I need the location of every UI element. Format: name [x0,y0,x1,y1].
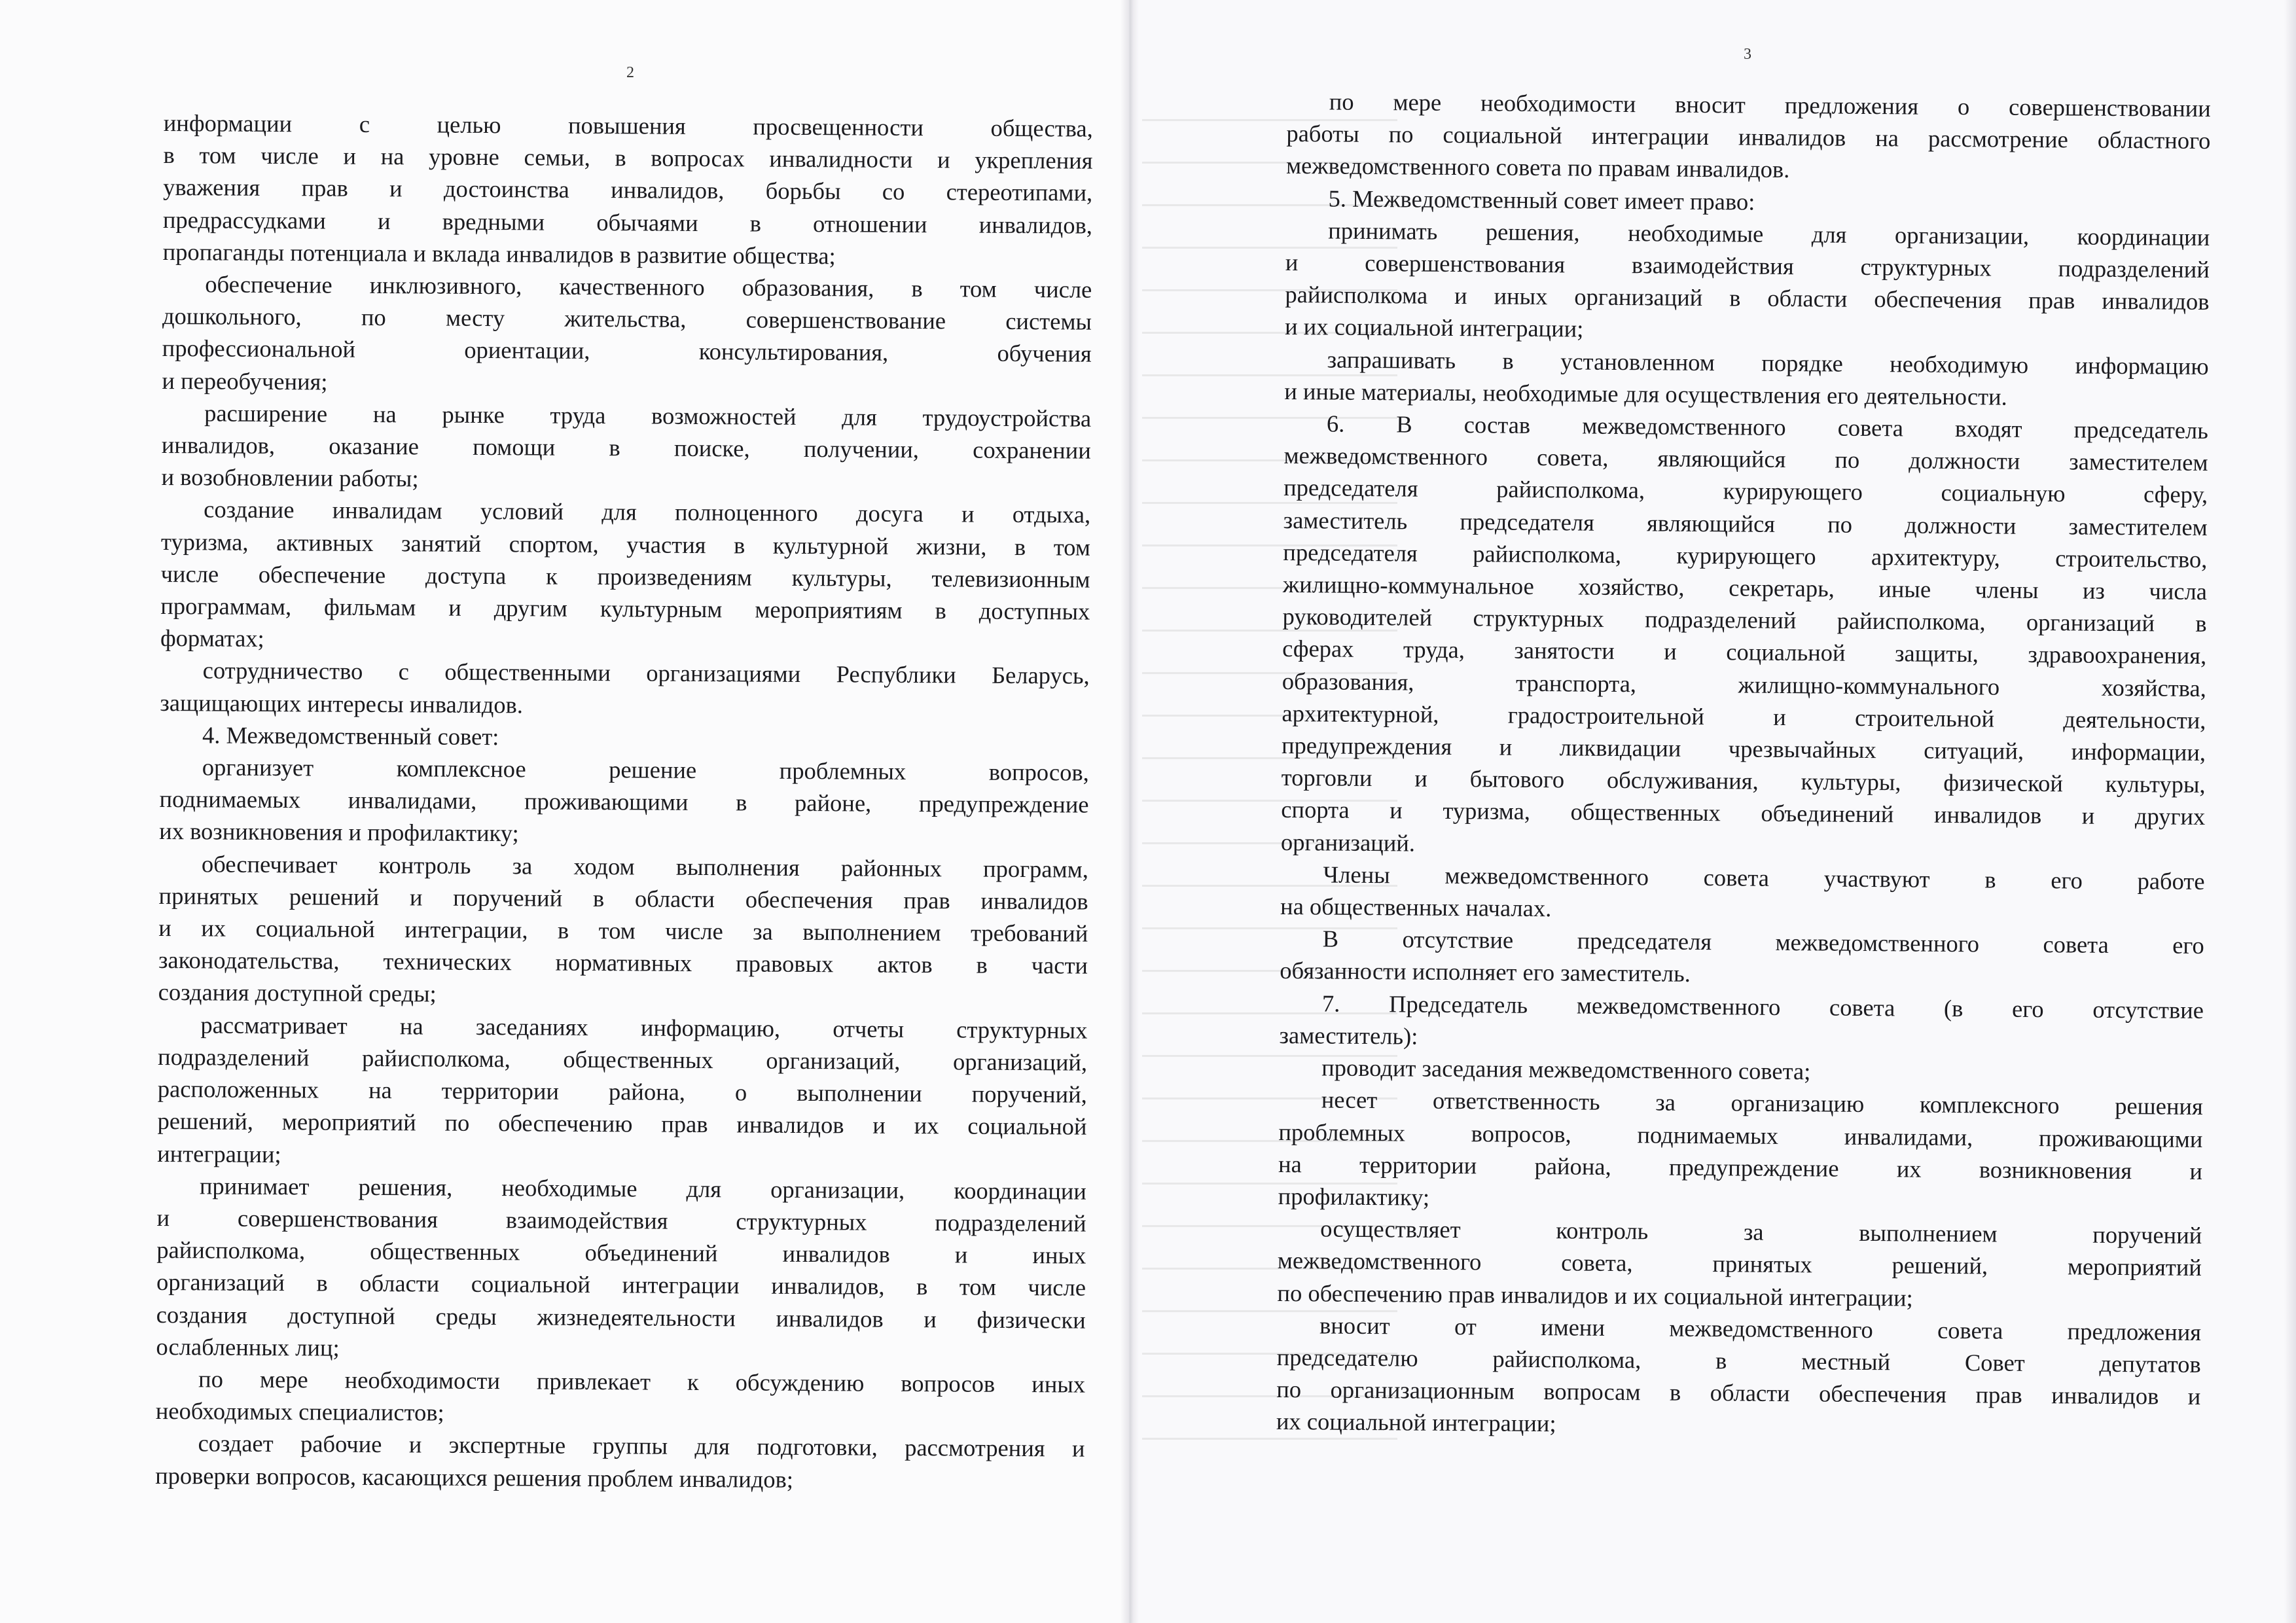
text-line: запрашивать в установленном порядке необходимую информацию [1327,346,2209,380]
text-line: райисполкома и иных организаций в области обеспечения прав инвалидов [1285,281,2210,315]
text-line: организаций. [1280,828,1416,857]
text-line: профилактику; [1278,1182,1430,1211]
text-line: обеспечение инклюзивного, качественного образования, в том числе [205,270,1092,303]
text-line: осуществляет контроль за выполнением поручений [1320,1215,2202,1249]
text-line: поднимаемых инвалидами, проживающими в районе, предупреждение [159,785,1089,818]
text-line: по мере необходимости вносит предложения о совершенствовании [1329,88,2211,122]
right-page-text [1276,85,2211,1445]
text-line: межведомственного совета по правам инвалидов. [1285,152,1790,183]
text-line: инвалидов, оказание помощи в поиске, получении, сохранении [161,431,1091,464]
text-line: на территории района, предупреждение их возникновения и [1278,1150,2203,1185]
text-line: руководителей структурных подразделений райисполкома, организаций в [1282,603,2207,637]
text-line: предрассудками и вредными обычаями в отношении инвалидов, [162,205,1093,239]
text-line: организует комплексное решение проблемных вопросов, [202,753,1089,786]
text-line: интеграции; [157,1139,281,1168]
text-line: председателю райисполкома, в местный Совет депутатов [1276,1343,2201,1378]
text-line: форматах; [160,624,264,652]
text-line: их возникновения и профилактику; [159,817,519,847]
text-line: профессиональной ориентации, консультирования, обучения [162,334,1092,368]
text-line: создает рабочие и экспертные группы для подготовки, рассмотрения и [198,1429,1085,1462]
text-line: председателя райисполкома, курирующего социальную сферу, [1283,474,2208,508]
text-line: образования, транспорта, жилищно-коммунального хозяйства, [1282,667,2206,702]
text-line: райисполкома, общественных объединений инвалидов и иных [156,1236,1086,1269]
text-line: 7. Председатель межведомственного совета (в его отсутствие [1321,990,2204,1024]
text-line: и совершенствования взаимодействия структурных подразделений [156,1204,1086,1237]
text-line: создания доступной среды; [158,978,437,1008]
text-line: архитектурной, градостроительной и строительной деятельности, [1282,699,2206,734]
text-line: торговли и бытового обслуживания, культуры, физической культуры, [1281,764,2206,798]
text-line: на общественных началах. [1280,893,1552,922]
text-line: их социальной интеграции; [1276,1408,1556,1437]
text-line: расположенных на территории района, о выполнении поручений, [157,1075,1087,1108]
page-number-left: 2 [626,64,634,81]
text-line: Члены межведомственного совета участвуют в его работе [1323,861,2205,895]
text-line: межведомственного совета, являющийся по должности заместителем [1283,442,2208,476]
text-line: межведомственного совета, принятых решений, мероприятий [1277,1247,2202,1281]
text-line: 6. В состав межведомственного совета входят председатель [1326,410,2209,444]
page-fold-shadow [1121,0,1139,1623]
text-line: организаций в области социальной интеграции инвалидов, в том числе [156,1268,1086,1301]
text-line: и переобучения; [162,366,328,395]
text-line: принимает решения, необходимые для организации, координации [199,1172,1087,1205]
text-line: спорта и туризма, общественных объединений инвалидов и других [1281,796,2206,830]
text-line: программам, фильмам и другим культурным мероприятиям в доступных [160,592,1090,625]
text-line: проводит заседания межведомственного совета; [1321,1054,1811,1085]
left-page-text [155,107,1093,1497]
text-line: и их социальной интеграции; [1284,313,1584,342]
text-line: 4. Межведомственный совет: [202,721,499,751]
text-line: 5. Межведомственный совет имеет право: [1328,185,1755,215]
text-line: числе обеспечение доступа к произведениям культуры, телевизионным [160,560,1090,593]
text-line: пропаганды потенциала и вклада инвалидов в развитие общества; [162,238,836,270]
text-line: дошкольного, по месту жительства, совершенствование системы [162,302,1092,335]
text-line: проверки вопросов, касающихся решения проблем инвалидов; [155,1461,794,1493]
text-line: работы по социальной интеграции инвалидов на рассмотрение областного [1286,120,2211,154]
text-line: законодательства, технических нормативных правовых актов в части [158,946,1088,979]
text-line: по мере необходимости привлекает к обсуждению вопросов иных [198,1365,1086,1398]
text-line: предупреждения и ликвидации чрезвычайных ситуаций, информации, [1281,732,2206,766]
text-line: по обеспечению прав инвалидов и их социальной интеграции; [1277,1279,1913,1311]
text-line: решений, мероприятий по обеспечению прав инвалидов и их социальной [157,1107,1087,1140]
text-line: обеспечивает контроль за ходом выполнения районных программ, [201,850,1089,883]
text-line: в том числе и на уровне семьи, в вопросах инвалидности и укрепления [163,141,1093,174]
text-line: рассматривает на заседаниях информацию, отчеты структурных [200,1011,1088,1044]
text-line: проблемных вопросов, поднимаемых инвалидами, проживающими [1278,1118,2203,1152]
text-line: вносит от имени межведомственного совета предложения [1319,1311,2202,1346]
text-line: заместитель): [1279,1021,1418,1050]
text-line: по организационным вопросам в области обеспечения прав инвалидов и [1276,1376,2201,1410]
text-line: и иные материалы, необходимые для осуществления его деятельности. [1284,377,2007,410]
text-line: подразделений райисполкома, общественных организаций, организаций, [158,1043,1088,1076]
text-line: несет ответственность за организацию комплексного решения [1321,1086,2203,1120]
text-line: обязанности исполняет его заместитель. [1280,957,1691,988]
text-line: туризма, активных занятий спортом, участия в культурной жизни, в том [160,527,1091,561]
text-line: принимать решения, необходимые для организации, координации [1328,217,2210,251]
text-line: и совершенствования взаимодействия структурных подразделений [1285,249,2210,283]
scan-edge [2284,0,2296,1623]
text-line: защищающих интересы инвалидов. [160,688,524,719]
text-line: необходимых специалистов; [155,1397,444,1426]
text-line: и их социальной интеграции, в том числе за выполнением требований [158,914,1088,947]
text-line: заместитель председателя являющийся по должности заместителем [1283,506,2208,541]
text-line: уважения прав и достоинства инвалидов, борьбы со стереотипами, [163,173,1093,207]
text-line: сферах труда, занятости и социальной защиты, здравоохранения, [1282,635,2207,669]
text-line: информации с целью повышения просвещенности общества, [163,109,1093,142]
text-line: принятых решений и поручений в области обеспечения прав инвалидов [158,882,1088,915]
text-line: жилищно-коммунальное хозяйство, секретарь, иные члены из числа [1282,571,2208,605]
text-line: председателя райисполкома, курирующего архитектуру, строительство, [1283,538,2208,573]
text-line: создания доступной среды жизнедеятельности инвалидов и физически [156,1300,1086,1334]
text-line: и возобновлении работы; [161,463,419,492]
text-line: В отсутствие председателя межведомственного совета его [1322,925,2204,959]
text-line: расширение на рынке труда возможностей для трудоустройства [204,399,1092,432]
text-line: ослабленных лиц; [156,1332,340,1361]
text-line: создание инвалидам условий для полноценного досуга и отдыха, [204,495,1091,529]
page-number-right: 3 [1744,46,1751,63]
text-line: сотрудничество с общественными организациями Республики Беларусь, [202,656,1090,690]
